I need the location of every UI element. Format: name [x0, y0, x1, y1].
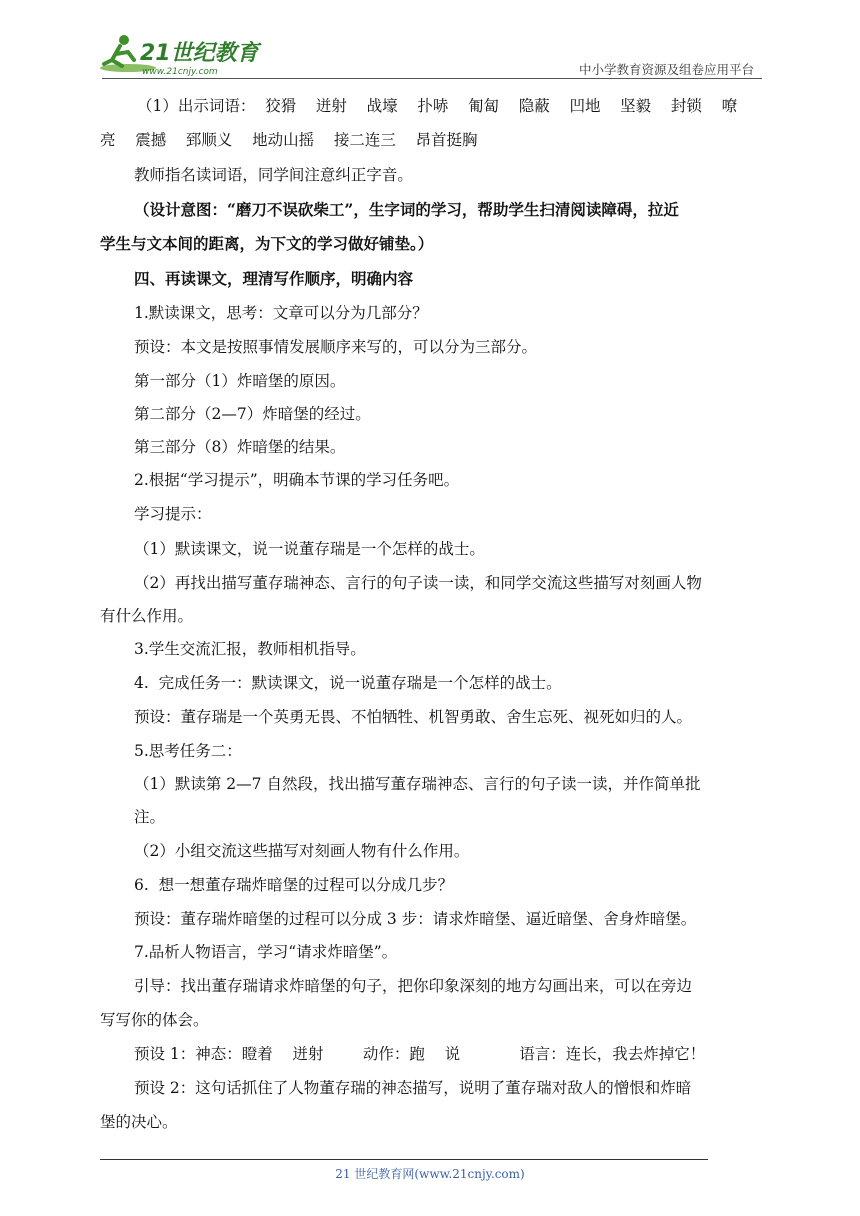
text-line: 亮 震撼 郅顺义 地动山摇 接二连三 昂首挺胸: [100, 131, 478, 149]
runner-logo-icon: [98, 30, 268, 80]
text-line: 预设 2：这句话抓住了人物董存瑞的神态描写，说明了董存瑞对敌人的憎恨和炸暗: [134, 1079, 692, 1097]
text-line: 6. 想一想董存瑞炸暗堡的过程可以分成几步？: [134, 876, 454, 894]
logo-url: www.21cnjy.com: [142, 67, 218, 77]
design-intent-line: （设计意图：“磨刀不误砍柴工”，生字词的学习，帮助学生扫清阅读障碍，拉近: [134, 200, 679, 219]
text-line: 5.思考任务二：: [134, 742, 242, 760]
text-line: 2.根据“学习提示”，明确本节课的学习任务吧。: [134, 471, 460, 489]
text-line: （1）出示词语： 狡猾 迸射 战壕 扑哧 匍匐 隐蔽 凹地 坚毅 封锁 嘹: [137, 97, 738, 115]
platform-title: 中小学教育资源及组卷应用平台: [578, 62, 754, 77]
text-line: 学习提示：: [134, 505, 212, 523]
logo-text: 21世纪教育: [140, 41, 259, 66]
text-line: 写写你的体会。: [100, 1011, 209, 1029]
text-line: 第二部分（2—7）炸暗堡的经过。: [134, 405, 371, 423]
text-line: 第一部分（1）炸暗堡的原因。: [134, 372, 346, 390]
text-line: 4. 完成任务一：默读课文，说一说董存瑞是一个怎样的战士。: [134, 674, 562, 692]
text-line: 预设：本文是按照事情发展顺序来写的，可以分为三部分。: [134, 338, 538, 356]
footer-text: 21 世纪教育网(www.21cnjy.com): [335, 1167, 525, 1181]
design-intent-line: 学生与文本间的距离，为下文的学习做好铺垫。）: [100, 234, 434, 253]
text-line: 7.品析人物语言，学习“请求炸暗堡”。: [134, 943, 398, 961]
text-line: 3.学生交流汇报，教师相机指导。: [134, 640, 366, 658]
page-header: [98, 30, 762, 82]
section-heading: 四、再读课文，理清写作顺序，明确内容: [134, 269, 414, 288]
text-line: 教师指名读词语，同学间注意纠正字音。: [124, 166, 413, 184]
text-line: 1.默读课文，思考：文章可以分为几部分？: [134, 304, 428, 322]
text-line: 引导：找出董存瑞请求炸暗堡的句子，把你印象深刻的地方勾画出来，可以在旁边: [134, 977, 693, 995]
text-line: 预设：董存瑞炸暗堡的过程可以分成 3 步：请求炸暗堡、逼近暗堡、舍身炸暗堡。: [134, 910, 697, 928]
header-divider: [102, 78, 762, 79]
text-line: 第三部分（8）炸暗堡的结果。: [134, 438, 346, 456]
text-line: 预设：董存瑞是一个英勇无畏、不怕牺牲、机智勇敢、舍生忘死、视死如归的人。: [134, 708, 693, 726]
text-line: （1）默读课文，说一说董存瑞是一个怎样的战士。: [134, 540, 485, 558]
logo: [98, 30, 268, 80]
text-line: 预设 1：神态：瞪着 迸射 动作：跑 说 语言：连长，我去炸掉它！: [134, 1045, 706, 1063]
text-line: （1）默读第 2—7 自然段，找出描写董存瑞神态、言行的句子读一读，并作简单批: [134, 775, 701, 793]
text-line: （2）再找出描写董存瑞神态、言行的句子读一读，和同学交流这些描写对刻画人物: [134, 574, 702, 592]
text-line: 堡的决心。: [100, 1113, 178, 1131]
text-line: 有什么作用。: [100, 607, 194, 625]
footer-divider: [100, 1159, 708, 1160]
text-line: （2）小组交流这些描写对刻画人物有什么作用。: [134, 842, 470, 860]
text-line: 注。: [134, 808, 166, 826]
